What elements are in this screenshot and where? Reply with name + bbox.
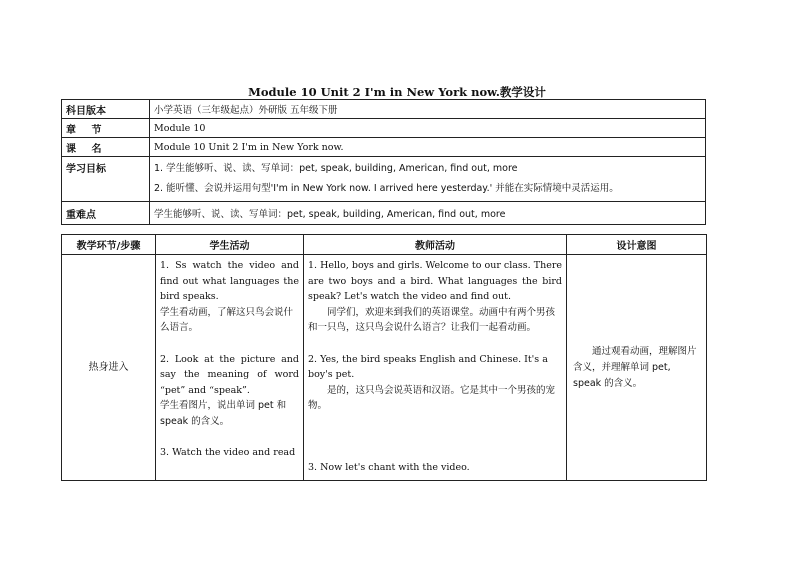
document-title: Module 10 Unit 2 I'm in New York now.教学设计 bbox=[248, 85, 546, 99]
student-activity-cell bbox=[156, 255, 304, 481]
header-teacher-activity: 教师活动 bbox=[304, 235, 567, 255]
info-row-edition bbox=[62, 100, 706, 119]
label-edition: 科目版本 bbox=[62, 100, 150, 119]
teacher-activity-1: 1. Hello, boys and girls. Welcome to our class. There are two boys and a bird. What languages the bird speak? Let's watch the video and find out. bbox=[308, 260, 562, 302]
objective-2: 2. 能听懂、会说并运用句型'I'm in New York now. I arrived here yesterday.' 并能在实际情境中灵活运用。 bbox=[154, 183, 619, 194]
value-edition: 小学英语（三年级起点）外研版 五年级下册 bbox=[150, 100, 706, 119]
teacher-activity-3: 3. Now let's chant with the video. bbox=[308, 461, 470, 473]
teacher-activity-1-cn: 同学们，欢迎来到我们的英语课堂。动画中有两个男孩和一只鸟，这只鸟会说什么语言？让我们一起看动画。 bbox=[308, 306, 556, 333]
design-intent-cell bbox=[567, 255, 707, 481]
student-activity-2-cn: 学生看图片，说出单词 pet 和 speak 的含义。 bbox=[160, 400, 287, 427]
process-header-row bbox=[62, 235, 707, 255]
info-row-chapter bbox=[62, 119, 706, 138]
header-step: 教学环节/步骤 bbox=[62, 235, 156, 255]
value-key-points: 学生能够听、说、读、写单词：pet, speak, building, American, find out, more bbox=[150, 202, 706, 225]
student-activity-3: 3. Watch the video and read bbox=[160, 447, 296, 458]
process-row-warmup bbox=[62, 255, 707, 481]
label-key-points: 重难点 bbox=[62, 202, 150, 225]
student-activity-1: 1. Ss watch the video and find out what languages the bird speaks. bbox=[160, 260, 299, 302]
label-objectives: 学习目标 bbox=[62, 157, 150, 202]
header-student-activity: 学生活动 bbox=[156, 235, 304, 255]
student-activity-2: 2. Look at the picture and say the meaning of word “pet” and “speak”. bbox=[160, 353, 299, 396]
label-chapter: 章 节 bbox=[62, 119, 150, 138]
objective-1: 1. 学生能够听、说、读、写单词：pet, speak, building, American, find out, more bbox=[154, 163, 518, 174]
info-row-objectives bbox=[62, 157, 706, 202]
value-lesson: Module 10 Unit 2 I'm in New York now. bbox=[150, 138, 706, 157]
info-row-key-points bbox=[62, 202, 706, 225]
student-activity-1-cn: 学生看动画，了解这只鸟会说什么语言。 bbox=[160, 306, 294, 333]
info-row-lesson bbox=[62, 138, 706, 157]
header-design-intent: 设计意图 bbox=[567, 235, 707, 255]
teacher-activity-2-cn: 是的，这只鸟会说英语和汉语。它是其中一个男孩的宠物。 bbox=[308, 384, 556, 411]
label-lesson: 课 名 bbox=[62, 138, 150, 157]
course-info-table bbox=[61, 99, 706, 225]
value-objectives bbox=[150, 157, 706, 202]
step-warmup: 热身进入 bbox=[62, 255, 156, 481]
design-intent-text: 通过观看动画，理解图片含义，并理解单词 pet, speak 的含义。 bbox=[573, 345, 697, 389]
teacher-activity-cell bbox=[304, 255, 567, 481]
value-chapter: Module 10 bbox=[150, 119, 706, 138]
teaching-process-table bbox=[61, 234, 707, 481]
teacher-activity-2: 2. Yes, the bird speaks English and Chinese. It's a boy's pet. bbox=[308, 353, 548, 380]
